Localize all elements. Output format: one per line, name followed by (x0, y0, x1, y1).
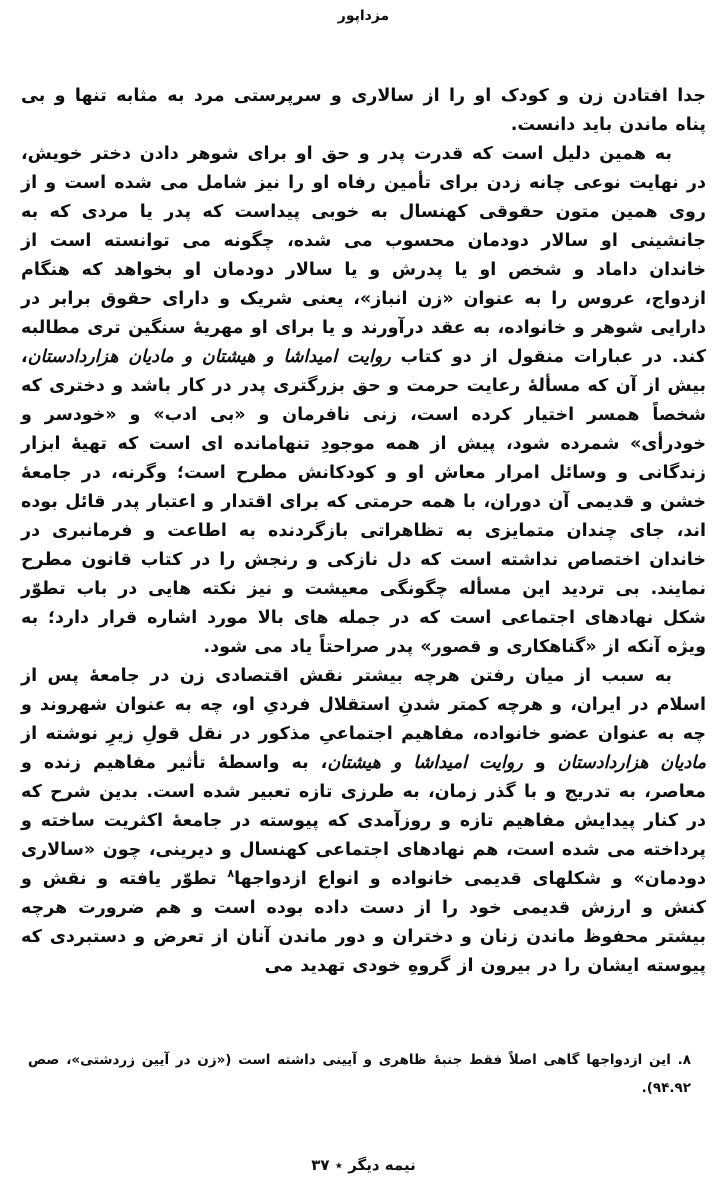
footnote-text: ۸. این ازدواجها گاهی اصلاً فقط جنبهٔ ظاهری و آیینی داشته است («زن در آیین زردشتی»، صص ۹۴.۹۲). (28, 1052, 691, 1096)
book-title-italic: روایت امیداشا و هیشتان و مادیان هزاردادستان (27, 347, 391, 367)
footnote-reference-marker: ۸ (227, 867, 235, 881)
paragraph-2-text: به همین دلیل است که قدرت پدر و حق او برای شوهر دادن دختر خویش، در نهایت نوعی چانه زدن برای تأمین رفاه او را نیز شامل می شده است و از روی همین متون حقوقی کهنسال به خوبی پیداست که پدر یا مردی که به جانشینی او سالار دودمان محسوب می شده، چگونه می توانسته است از خاندان داماد و شخص او یا پدرش و یا سالار دودمان او بخواهد که هنگام ازدواج، عروس را به عنوان «زن انباز»، یعنی شریک و دارای حقوق برابر در دارایی شوهر و خانواده، به عقد درآورند و یا برای او مهریهٔ سنگین تری مطالبه کند. در عبارات منقول از دو کتاب (21, 144, 706, 367)
paragraph-2 (21, 140, 706, 662)
page-number-footer: نیمه دیگر ٭ ۳۷ (311, 1156, 416, 1174)
running-header: مزداپور (337, 8, 390, 24)
paragraph-3-text-end: تطوّر یافته و نقش و کنش و ارزش قدیمی خود را از دست داده بوده است و هم ضرورت هرچه بیشتر محفوظ ماندن زنان و دختران و دور ماندن آنان از تعرض و دستبردی که پیوسته ایشان را در بیرون از گروهِ خودی تهدید می (21, 869, 706, 976)
paragraph-2-text-cont: ، بیش از آن که مسألهٔ رعایت حرمت و حق بزرگتری پدر در کار باشد و دختری که شخصاً همسر اختیار کرده است، زنی نافرمان و «بی ادب» و «خودسر و خودرأی» شمرده شود، پیش از همه موجودِ تنهامانده ای است که تهیهٔ ابزار زندگانی و وسائل امرار معاش او و کودکانش مطرح است؛ وگرنه، در جامعهٔ خشن و قدیمی آن دوران، با همه حرمتی که برای اقتدار و اعتبار پدر قائل بوده اند، جای چندان متمایزی به تظاهراتی بازگردنده به اطاعت و فرمانبری در خاندان اختصاص نداشته است که دل نازکی و رنجش را در کتاب قانون مطرح نمایند. بی تردید این مسأله چگونگی معیشت و نیز نکته هایی در باب تطوّر شکل نهادهای اجتماعی است که در جمله های بالا مورد اشاره قرار دارد؛ به ویژه آنکه از «گناهکاری و قصور» پدر صراحتاً یاد می شود. (21, 347, 706, 657)
footnote (28, 1046, 691, 1102)
paragraph-1-text: جدا افتادن زن و کودک او را از سالاری و سرپرستی مرد به مثابه تنها و بی پناه ماندن باید دانست. (21, 86, 706, 135)
paragraph-3 (21, 662, 706, 981)
paragraph-3-text: به سبب از میان رفتن هرچه بیشتر نقش اقتصادی زن در جامعهٔ پس از اسلام در ایران، و هرچه کمتر شدنِ استقلال فردیِ او، چه به عنوان شهروند و چه به عنوان عضو خانواده، مفاهیم اجتماعیِ مذکور در نقل قولِ زیرِ نوشته از (21, 666, 706, 744)
paragraph-1 (21, 82, 706, 140)
paragraph-3-conjunction: و (522, 753, 558, 773)
book-title-italic: روایت امیداشا و هیشتان (327, 753, 523, 773)
body-text (21, 82, 706, 981)
paragraph-3-text-cont: ، به واسطهٔ تأثیر مفاهیم زنده و معاصر، به تدریج و با گذر زمان، به طرزی تازه تعبیر شده است. بدین شرح که در کنار پیدایش مفاهیم تازه و روزآمدی که پیوسته در جامعهٔ اکثریت ساخته و پرداخته می شده است، هم نهادهای اجتماعی کهنسال و دیرینی، چون «سالاری دودمان» و شکلهای قدیمی خانواده و انواع ازدواجها (21, 753, 706, 889)
book-title-italic: مادیان هزاردادستان (557, 753, 706, 773)
